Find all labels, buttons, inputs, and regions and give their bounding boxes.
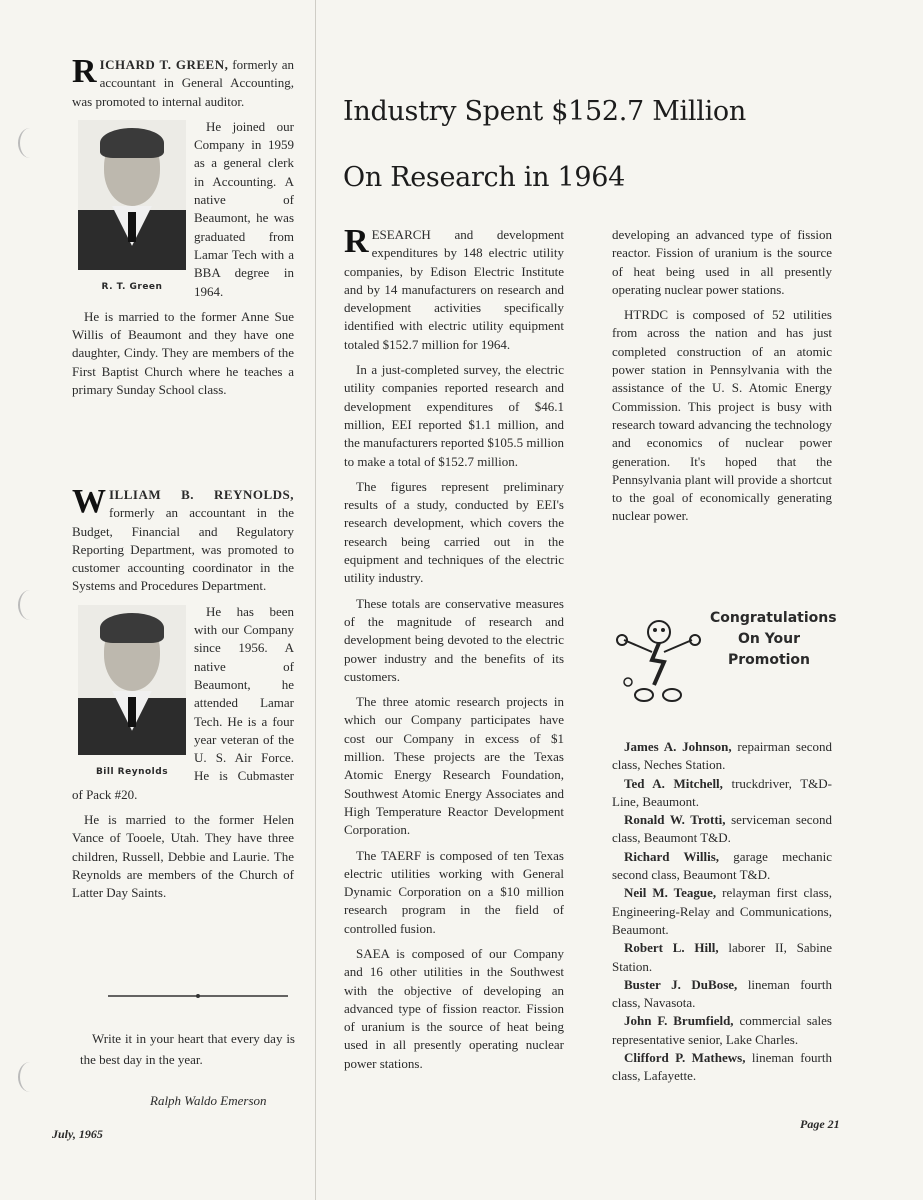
page-number: Page 21	[800, 1117, 840, 1131]
drop-cap: R	[72, 53, 97, 90]
issue-date: July, 1965	[52, 1127, 103, 1141]
promotion-detail: garage mechanic second class, Beaumont T&D.	[612, 848, 832, 883]
photo-green	[78, 120, 186, 296]
article-column-2	[612, 226, 832, 533]
article-lead: ESEARCH	[371, 227, 431, 242]
profile-reynolds	[72, 483, 294, 910]
promotion-detail: truckdriver, T&D-Line, Beaumont.	[612, 775, 832, 809]
article-title-line1: Industry Spent $152.7 Million	[343, 96, 746, 127]
employee-name: John F. Brumfield,	[624, 1013, 734, 1029]
quote-author: Ralph Waldo Emerson	[150, 1093, 267, 1108]
column-divider	[315, 0, 316, 1200]
article-paragraph: HTRDC is composed of 52 utilities from across the nation and has just completed construction of an atomic power station in Pennsylvania with the assistance of the U. S. Atomic Energy Commission. This project is busy with research toward advancing the technology and economics of nuclear power generation. It's hoped that the Pennsylvania plant will provide a shortcut to the goal of economically generating nuclear power.	[612, 307, 832, 524]
promotion-detail: lineman fourth class, Lafayette.	[612, 1050, 832, 1084]
employee-name: Buster J. DuBose,	[624, 976, 738, 992]
promotion-detail: laborer II, Sabine Station.	[612, 940, 832, 974]
article-column-1	[344, 223, 564, 1071]
promotion-item	[612, 1049, 832, 1086]
ornament-divider	[108, 994, 288, 998]
profile-text: He joined our Company in 1959 as a general clerk in Accounting. A native of Beaumont, he was graduated from Lamar Tech with a BBA degree in 1964.	[194, 118, 294, 299]
employee-name: James A. Johnson,	[624, 739, 732, 754]
drop-cap: R	[344, 223, 369, 260]
binder-hole	[18, 128, 42, 158]
profile-text: He is married to the former Helen Vance of Tooele, Utah. They have three children, Russell, Debbie and Laurie. The Reynolds are members of the Church of Latter Day Saints.	[72, 812, 294, 901]
promotion-detail: serviceman second class, Beaumont T&D.	[612, 812, 833, 846]
promotion-item	[612, 939, 832, 976]
promotion-detail: repairman second class, Neches Station.	[612, 739, 832, 773]
employee-name: Robert L. Hill,	[624, 940, 719, 956]
promotions-heading	[710, 608, 837, 671]
article-paragraph: The TAERF is composed of ten Texas electric utilities working with General Dynamic Corporation on a $10 million research program in the field of controlled fusion.	[344, 847, 564, 936]
profile-text: formerly an accountant in the Budget, Financial and Regulatory Reporting Department, was promoted to customer accounting coordinator in the Systems and Procedures Department.	[72, 505, 294, 594]
employee-name: Neil M. Teague,	[624, 885, 717, 901]
promotion-detail: lineman fourth class, Navasota.	[612, 976, 832, 1011]
promotion-item	[612, 738, 832, 775]
promotion-item	[612, 1012, 832, 1049]
profile-green	[72, 53, 294, 406]
photo-caption: Bill Reynolds	[95, 766, 169, 777]
article-paragraph: The figures represent preliminary results of a study, conducted by EEI's research development, which covers the research being carried out in the equipment and techniques of the electric utility industry.	[344, 478, 564, 586]
profile-name: ILLIAM B. REYNOLDS,	[109, 487, 294, 502]
heading-line: On Your	[737, 631, 801, 647]
profile-text: He is married to the former Anne Sue Willis of Beaumont and they have one daughter, Cindy. They are members of the First Baptist Church where he teaches a primary Sunday School class.	[72, 308, 294, 398]
employee-name: Clifford P. Mathews,	[624, 1050, 746, 1066]
quote-text: Write it in your heart that every day is the best day in the year.	[80, 1031, 295, 1067]
binder-hole	[18, 1062, 42, 1092]
employee-name: Richard Willis,	[624, 848, 720, 864]
profile-name: ICHARD T. GREEN,	[99, 57, 229, 72]
promotions-list	[612, 738, 832, 1086]
promotion-item	[612, 848, 832, 885]
promotion-item	[612, 976, 832, 1013]
promotion-detail: commercial sales representative senior, Lake Charles.	[612, 1013, 832, 1047]
article-paragraph: These totals are conservative measures of the magnitude of research and development being devoted to the electric power industry and the benefits of its customers.	[344, 595, 564, 684]
profile-text: formerly an accountant in General Accounting, was promoted to internal auditor.	[72, 57, 294, 109]
article-title-line2: On Research in 1964	[343, 162, 625, 193]
profile-text: He has been with our Company since 1956. A native of Beaumont, he attended Lamar Tech. He is a four year veteran of the U. S. Air Force. He is Cubmaster of Pack #20.	[72, 603, 294, 802]
article-paragraph: The three atomic research projects in which our Company participates have cost our Company in excess of $1 million. These projects are the Texas Atomic Energy Research Foundation, Southwest Atomic Energy Associates and High Temperature Reactor Development Corporation.	[344, 694, 564, 838]
photo-caption: R. T. Green	[101, 281, 163, 292]
article-paragraph: and development expenditures by 148 electric utility companies, by Edison Electric Institute and by 14 manufacturers on research and development activities specifically identified with electric utility equipment totaled $152.7 million for 1964.	[344, 227, 564, 352]
promotion-item	[612, 884, 832, 939]
heading-line: Promotion	[727, 652, 811, 668]
employee-name: Ted A. Mitchell,	[624, 775, 723, 791]
promotion-item	[612, 811, 832, 848]
portrait-photo	[78, 120, 186, 270]
drop-cap: W	[72, 483, 106, 520]
article-paragraph: SAEA is composed of our Company and 16 other utilities in the Southwest with the objective of developing an advanced type of fission reactor. Fission of uranium is the source of heat being used in all presently operating nuclear power stations.	[344, 945, 564, 1071]
heading-line: Congratulations	[710, 610, 837, 626]
promotion-item	[612, 775, 832, 812]
binder-hole	[18, 590, 42, 620]
promotion-detail: relayman first class, Engineering-Relay and Communications, Beaumont.	[612, 885, 832, 937]
reddy-kilowatt-mascot-icon	[612, 610, 707, 705]
portrait-photo	[78, 605, 186, 755]
employee-name: Ronald W. Trotti,	[624, 812, 726, 828]
article-paragraph: In a just-completed survey, the electric utility companies reported research and development expenditures of $46.1 million, EEI reported $1.1 million, and the manufacturers reported $105.5 million to make a total of $152.7 million.	[344, 362, 564, 469]
photo-reynolds	[78, 605, 186, 781]
article-paragraph-continued: developing an advanced type of fission reactor. Fission of uranium is the source of heat being used in all presently operating nuclear power stations.	[612, 227, 832, 297]
